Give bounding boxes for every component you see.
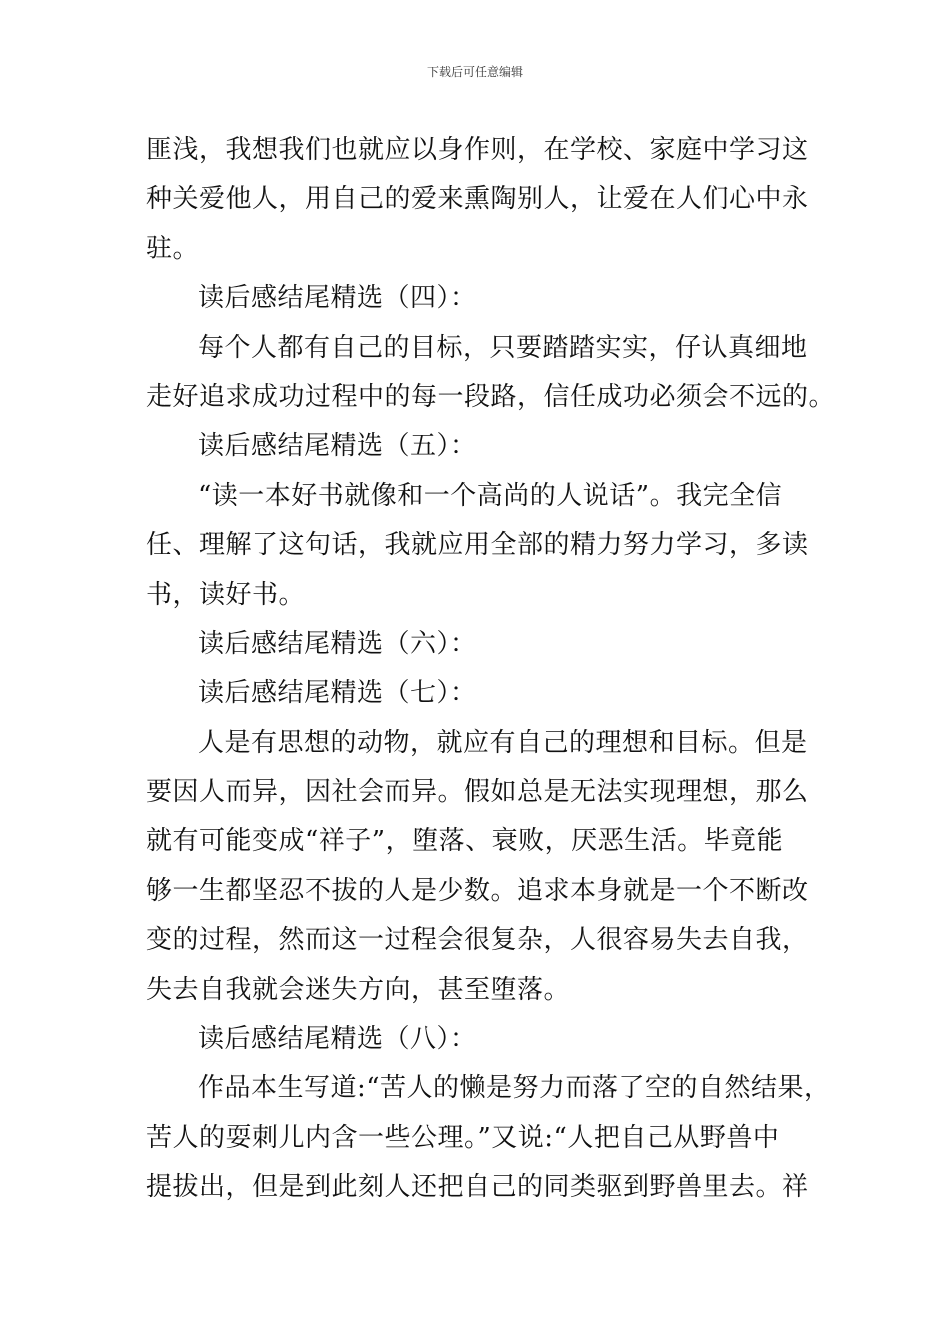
text-line: 任、理解了这句话，我就应用全部的精力努力学习，多读 <box>146 530 809 561</box>
text-line: 作品本生写道:“苦人的懒是努力而落了空的自然结果， <box>198 1073 831 1104</box>
document-body <box>146 126 836 1213</box>
text-line: “读一本好书就像和一个高尚的人说话”。我完全信 <box>198 480 783 511</box>
page-header: 下载后可任意编辑 <box>426 65 523 79</box>
text-line: 匪浅，我想我们也就应以身作则，在学校、家庭中学习这 <box>146 135 809 165</box>
text-line: 每个人都有自己的目标，只要踏踏实实，仔认真细地 <box>198 332 808 363</box>
text-line: 走好追求成功过程中的每一段路，信任成功必须会不远的。 <box>146 381 836 412</box>
text-line: 失去自我就会迷失方向，甚至堕落。 <box>146 974 571 1005</box>
text-line: 驻。 <box>146 233 200 264</box>
text-line: 书，读好书。 <box>146 579 306 610</box>
text-line: 提拔出，但是到此刻人还把自己的同类驱到野兽里去。祥 <box>146 1172 809 1203</box>
section-heading: 读后感结尾精选（六）： <box>198 628 477 659</box>
text-line: 人是有思想的动物，就应有自己的理想和目标。但是 <box>198 727 808 758</box>
text-line: 苦人的耍刺儿内含一些公理。”又说:“人把自己从野兽中 <box>146 1122 780 1153</box>
text-line: 变的过程，然而这一过程会很复杂，人很容易失去自我， <box>146 925 809 956</box>
text-line: 种关爱他人，用自己的爱来熏陶别人，让爱在人们心中永 <box>146 184 809 215</box>
section-heading: 读后感结尾精选（四）： <box>198 283 477 314</box>
section-heading: 读后感结尾精选（七）： <box>198 678 477 709</box>
text-line: 就有可能变成“祥子”，堕落、衰败，厌恶生活。毕竟能 <box>146 826 784 857</box>
text-line: 要因人而异，因社会而异。假如总是无法实现理想，那么 <box>146 777 809 808</box>
section-heading: 读后感结尾精选（八）： <box>198 1024 477 1055</box>
text-line: 够一生都坚忍不拔的人是少数。追求本身就是一个不断改 <box>146 875 809 906</box>
section-heading: 读后感结尾精选（五）： <box>198 431 477 462</box>
